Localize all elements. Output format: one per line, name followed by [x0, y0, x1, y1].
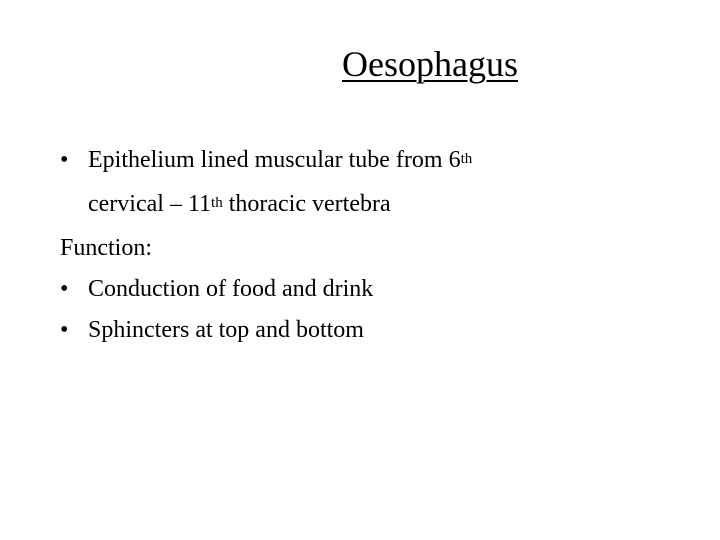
bullet-marker: •: [60, 317, 69, 343]
bullet-item-3: [60, 310, 680, 351]
bullet-marker: •: [60, 147, 69, 173]
bullet-item-1: [60, 140, 680, 184]
bullet-text-part3: thoracic vertebra: [222, 191, 391, 217]
function-label: Function:: [60, 235, 153, 261]
title-text: Oesophagus: [342, 44, 518, 84]
bullet-text: [60, 147, 472, 173]
bullet-item-2: [60, 269, 680, 310]
superscript-th: th: [460, 151, 473, 167]
bullet-item-1-continuation: [60, 184, 680, 228]
bullet-text-part2: cervical – 11: [88, 191, 212, 217]
bullet-text: Conduction of food and drink: [88, 276, 374, 302]
slide-body: [60, 140, 680, 351]
bullet-text: Sphincters at top and bottom: [88, 317, 364, 343]
bullet-text-part1: Epithelium lined muscular tube from 6: [88, 147, 461, 173]
bullet-marker: •: [60, 276, 69, 302]
slide-title: [0, 43, 720, 85]
superscript-th: th: [211, 195, 223, 211]
